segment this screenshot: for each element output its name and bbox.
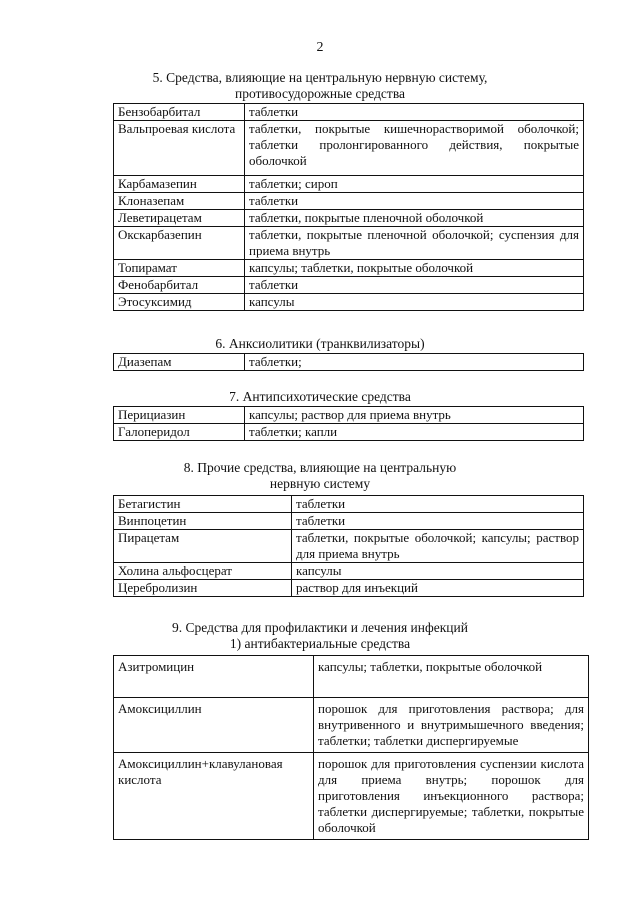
heading-line: нервную систему — [269, 476, 371, 491]
table-row — [114, 424, 584, 441]
heading-line: 7. Антипсихотические средства — [229, 389, 411, 404]
dosage-form-cell: порошок для приготовления суспензии кислота для приема внутрь; порошок для приготовления инъекционного раствора; таблетки диспергируемые; таблетки, покрытые оболочкой — [314, 753, 589, 840]
drug-name-cell: Холина альфосцерат — [114, 563, 292, 580]
drug-name-cell: Окскарбазепин — [114, 227, 245, 260]
drug-name-cell: Этосуксимид — [114, 294, 245, 311]
dosage-form-cell: капсулы; таблетки, покрытые оболочкой — [314, 656, 589, 698]
table-row — [114, 513, 584, 530]
dosage-form-cell: капсулы; таблетки, покрытые оболочкой — [245, 260, 584, 277]
table-row — [114, 753, 589, 840]
dosage-form-cell: капсулы — [292, 563, 584, 580]
section-heading — [0, 620, 640, 652]
drug-name-cell: Вальпроевая кислота — [114, 121, 245, 176]
drug-table — [113, 495, 584, 597]
dosage-form-cell: таблетки; капли — [245, 424, 584, 441]
drug-name-cell: Фенобарбитал — [114, 277, 245, 294]
drug-name-cell: Пирацетам — [114, 530, 292, 563]
table-row — [114, 563, 584, 580]
section-heading — [0, 460, 640, 492]
heading-line: 9. Средства для профилактики и лечения инфекций — [172, 620, 468, 635]
section-heading — [0, 389, 640, 405]
drug-name-cell: Клоназепам — [114, 193, 245, 210]
dosage-form-cell: таблетки, покрытые пленочной оболочкой; суспензия для приема внутрь — [245, 227, 584, 260]
table-row — [114, 210, 584, 227]
dosage-form-cell: таблетки — [245, 193, 584, 210]
drug-name-cell: Бензобарбитал — [114, 104, 245, 121]
table-row — [114, 193, 584, 210]
drug-name-cell: Галоперидол — [114, 424, 245, 441]
page-number: 2 — [316, 40, 324, 55]
dosage-form-cell: капсулы; раствор для приема внутрь — [245, 407, 584, 424]
drug-name-cell: Леветирацетам — [114, 210, 245, 227]
dosage-form-cell: капсулы — [245, 294, 584, 311]
table-row — [114, 354, 584, 371]
dosage-form-cell: таблетки; — [245, 354, 584, 371]
drug-name-cell: Винпоцетин — [114, 513, 292, 530]
drug-name-cell: Диазепам — [114, 354, 245, 371]
drug-name-cell: Топирамат — [114, 260, 245, 277]
table-row — [114, 294, 584, 311]
drug-name-cell: Перициазин — [114, 407, 245, 424]
drug-name-cell: Амоксициллин+клавулановая кислота — [114, 753, 314, 840]
table-row — [114, 698, 589, 753]
table-row — [114, 104, 584, 121]
dosage-form-cell: таблетки; сироп — [245, 176, 584, 193]
drug-name-cell: Амоксициллин — [114, 698, 314, 753]
dosage-form-cell: раствор для инъекций — [292, 580, 584, 597]
drug-table — [113, 655, 589, 840]
drug-table — [113, 103, 584, 311]
drug-table — [113, 406, 584, 441]
drug-table — [113, 353, 584, 371]
table-row — [114, 227, 584, 260]
section-heading — [0, 336, 640, 352]
dosage-form-cell: таблетки — [292, 513, 584, 530]
drug-name-cell: Карбамазепин — [114, 176, 245, 193]
heading-line: 8. Прочие средства, влияющие на центральную — [183, 460, 457, 475]
dosage-form-cell: таблетки — [245, 104, 584, 121]
table-row — [114, 277, 584, 294]
dosage-form-cell: таблетки, покрытые пленочной оболочкой — [245, 210, 584, 227]
table-row — [114, 176, 584, 193]
dosage-form-cell: порошок для приготовления раствора; для внутривенного и внутримышечного введения; таблетки; таблетки диспергируемые — [314, 698, 589, 753]
table-row — [114, 656, 589, 698]
drug-name-cell: Церебролизин — [114, 580, 292, 597]
heading-line: противосудорожные средства — [234, 86, 406, 101]
drug-name-cell: Бетагистин — [114, 496, 292, 513]
heading-line: 5. Средства, влияющие на центральную нервную систему, — [152, 70, 488, 85]
dosage-form-cell: таблетки — [245, 277, 584, 294]
drug-name-cell: Азитромицин — [114, 656, 314, 698]
table-row — [114, 530, 584, 563]
heading-line: 6. Анксиолитики (транквилизаторы) — [215, 336, 425, 351]
dosage-form-cell: таблетки, покрытые оболочкой; капсулы; раствор для приема внутрь — [292, 530, 584, 563]
dosage-form-cell: таблетки — [292, 496, 584, 513]
table-row — [114, 121, 584, 176]
section-heading — [0, 70, 640, 102]
dosage-form-cell: таблетки, покрытые кишечнорастворимой оболочкой; таблетки пролонгированного действия, покрытые оболочкой — [245, 121, 584, 176]
table-row — [114, 496, 584, 513]
table-row — [114, 407, 584, 424]
table-row — [114, 260, 584, 277]
table-row — [114, 580, 584, 597]
heading-line: 1) антибактериальные средства — [229, 636, 411, 651]
